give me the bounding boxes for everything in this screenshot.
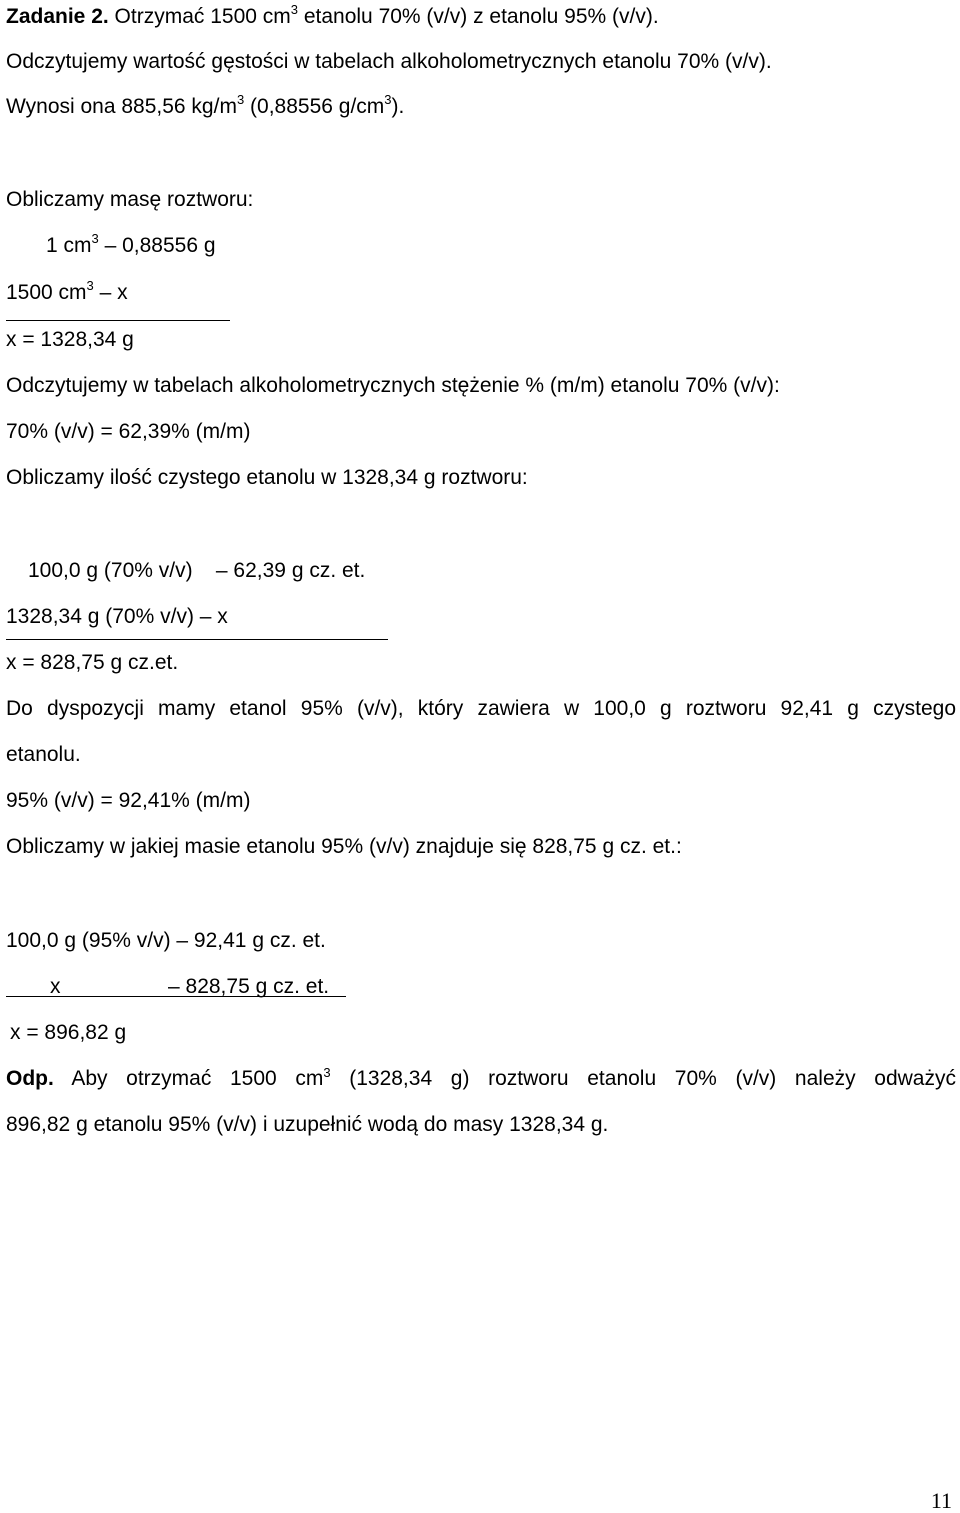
mass-prop2-sup: 3 [86,278,94,293]
task-text-after: etanolu 70% (v/v) z etanolu 95% (v/v). [298,5,659,28]
conc-line-2: 70% (v/v) = 62,39% (m/m) [6,420,251,443]
answer-line-2: 896,82 g etanolu 95% (v/v) i uzupełnić wodą do masy 1328,34 g. [6,1113,609,1136]
mass-proportion-row-1 [46,231,216,257]
mass-prop1-sup: 3 [91,231,99,246]
task-text: Otrzymać 1500 cm [114,5,291,28]
conc-line-3: Obliczamy ilość czystego etanolu w 1328,34 g roztworu: [6,466,528,489]
mass-prop2-b: – x [93,281,128,304]
mass-divider-line [6,320,230,321]
mass-prop1-b: – 0,88556 g [98,234,216,257]
final-prop-row-1: 100,0 g (95% v/v) – 92,41 g cz. et. [6,929,326,952]
mass-prop2-a: 1500 cm [6,281,87,304]
answer-text-b: (1328,34 g) roztworu etanolu 70% (v/v) należy odważyć [349,1067,956,1090]
mass-proportion-row-2 [6,278,128,304]
ethanol-divider-line [6,639,388,640]
density-text-a: Wynosi ona 885,56 kg/m [6,95,237,118]
answer-line-1 [6,1065,956,1090]
answer-sup: 3 [323,1065,331,1080]
final-result: x = 896,82 g [10,1021,127,1044]
final-prop-rest: – 828,75 g cz. et. [168,975,330,998]
available-line-2: etanolu. [6,743,81,766]
task-sup: 3 [290,2,298,17]
density-text-c: ). [391,95,405,118]
answer-label: Odp. [6,1067,54,1090]
available-line-3: 95% (v/v) = 92,41% (m/m) [6,789,251,812]
density-sup-1: 3 [236,92,245,107]
task-label: Zadanie 2. [6,5,109,28]
mass-result: x = 1328,34 g [6,328,134,351]
available-line-1: Do dyspozycji mamy etanol 95% (v/v), który zawiera w 100,0 g roztworu 92,41 g czystego [6,697,956,720]
page-number: 11 [930,1488,952,1513]
final-divider-line [6,996,346,997]
density-text-b: (0,88556 g/cm [244,95,385,118]
density-line-2 [6,92,405,118]
ethanol-prop-row-2: 1328,34 g (70% v/v) – x [6,605,228,628]
available-line-4: Obliczamy w jakiej masie etanolu 95% (v/v) znajduje się 828,75 g cz. et.: [6,835,682,858]
task-title [6,2,659,28]
ethanol-prop-row-1: 100,0 g (70% v/v) – 62,39 g cz. et. [28,559,366,582]
density-sup-2: 3 [384,92,392,107]
mass-prop1-a: 1 cm [46,234,92,257]
mass-heading: Obliczamy masę roztworu: [6,188,254,211]
conc-line-1: Odczytujemy w tabelach alkoholometrycznych stężenie % (m/m) etanolu 70% (v/v): [6,374,780,397]
ethanol-result: x = 828,75 g cz.et. [6,651,179,674]
density-line-1: Odczytujemy wartość gęstości w tabelach alkoholometrycznych etanolu 70% (v/v). [6,50,772,73]
final-prop-x: x [50,975,61,998]
answer-text-a: Aby otrzymać 1500 cm [71,1067,324,1090]
